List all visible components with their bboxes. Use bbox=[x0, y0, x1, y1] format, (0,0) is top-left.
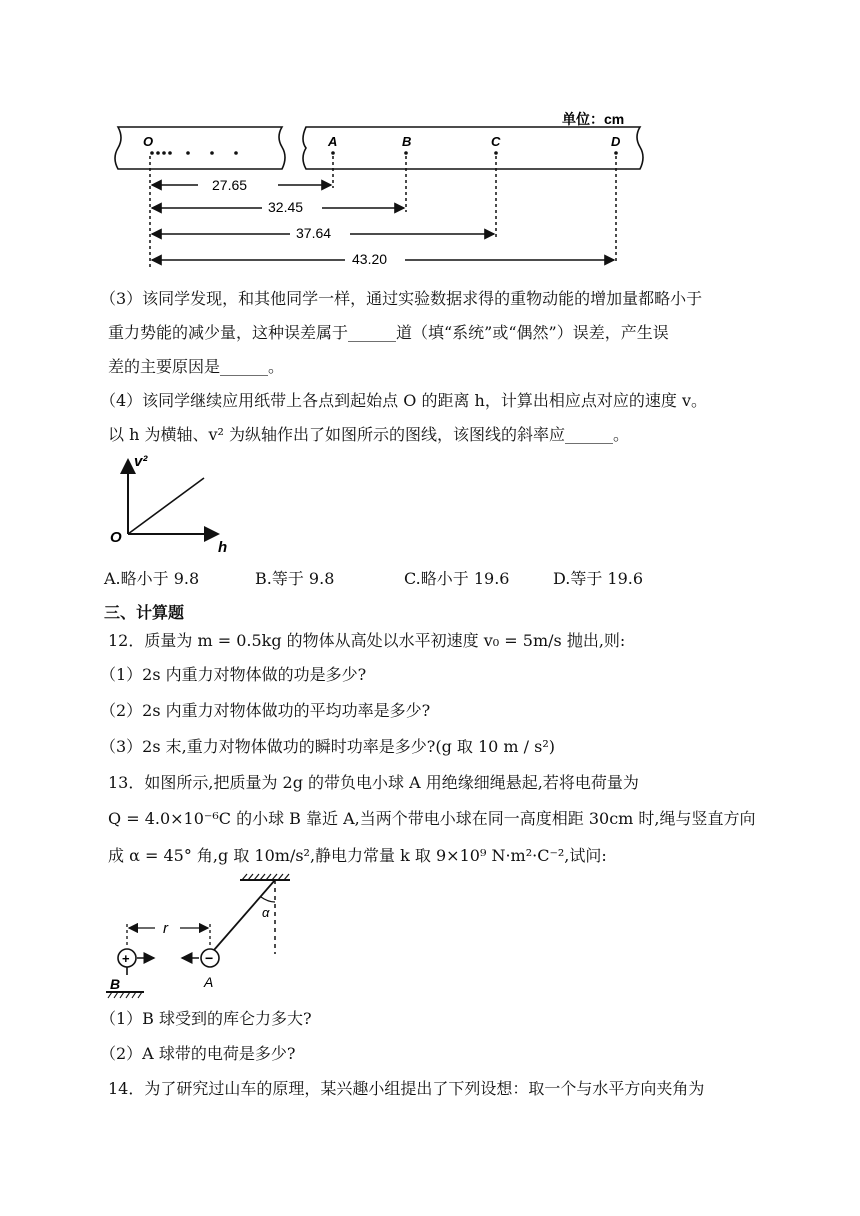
angle-label: α bbox=[262, 905, 270, 920]
tape-dots bbox=[150, 151, 618, 155]
q11-p4-line1: （4）该同学继续应用纸带上各点到起始点 O 的距离 h，计算出相应点对应的速度 v。 bbox=[100, 391, 707, 410]
q11-p4-line2: 以 h 为横轴、v² 为纵轴作出了如图所示的图线，该图线的斜率应______。 bbox=[108, 425, 630, 444]
graph-x-label: h bbox=[218, 539, 228, 556]
q12-stem: 12．质量为 m = 0.5kg 的物体从高处以水平初速度 v₀ = 5m/s 抛出,则: bbox=[108, 631, 626, 650]
option-a: A.略小于 9.8 bbox=[104, 569, 200, 588]
pendulum-figure bbox=[100, 872, 300, 1002]
distance-d: 43.20 bbox=[352, 251, 388, 267]
point-label-a: A bbox=[328, 134, 338, 149]
q13-sub2: （2）A 球带的电荷是多少? bbox=[100, 1044, 296, 1063]
q13-line2: Q = 4.0×10⁻⁶C 的小球 B 靠近 A,当两个带电小球在同一高度相距 30cm 时,绳与竖直方向 bbox=[108, 809, 756, 828]
point-label-b: B bbox=[402, 134, 412, 149]
q12-sub1: （1）2s 内重力对物体做的功是多少? bbox=[100, 665, 367, 684]
ball-b-sign: + bbox=[122, 951, 130, 966]
graph-y-label: v² bbox=[134, 453, 148, 470]
graph-origin: O bbox=[110, 529, 122, 546]
ball-a-label: A bbox=[204, 974, 214, 990]
unit-label: 单位：cm bbox=[562, 111, 625, 127]
q11-p3-line3: 差的主要原因是______。 bbox=[108, 357, 285, 376]
ball-a-sign: − bbox=[205, 950, 214, 966]
q14-line1: 14．为了研究过山车的原理，某兴趣小组提出了下列设想：取一个与水平方向夹角为 bbox=[108, 1079, 705, 1098]
point-label-o: O bbox=[143, 134, 154, 149]
distance-c: 37.64 bbox=[296, 225, 332, 241]
q12-sub3: （3）2s 末,重力对物体做功的瞬时功率是多少?(g 取 10 m / s²) bbox=[100, 737, 556, 756]
distance-r-label: r bbox=[163, 920, 168, 937]
q13-line3: 成 α = 45° 角,g 取 10m/s²,静电力常量 k 取 9×10⁹ N·m²·C⁻²,试问: bbox=[108, 846, 607, 865]
distance-b: 32.45 bbox=[268, 199, 304, 215]
v2-h-graph bbox=[100, 450, 250, 560]
option-d: D.等于 19.6 bbox=[553, 569, 644, 588]
distance-a: 27.65 bbox=[212, 177, 248, 193]
q13-sub1: （1）B 球受到的库仑力多大? bbox=[100, 1009, 312, 1028]
option-b: B.等于 9.8 bbox=[255, 569, 335, 588]
q12-sub2: （2）2s 内重力对物体做功的平均功率是多少? bbox=[100, 701, 431, 720]
q13-line1: 13．如图所示,把质量为 2g 的带负电小球 A 用绝缘细绳悬起,若将电荷量为 bbox=[108, 773, 639, 792]
section-title: 三、计算题 bbox=[104, 603, 185, 622]
option-c: C.略小于 19.6 bbox=[404, 569, 510, 588]
q11-p3-line1: （3）该同学发现，和其他同学一样，通过实验数据求得的重物动能的增加量都略小于 bbox=[100, 289, 703, 308]
point-label-c: C bbox=[491, 134, 501, 149]
ball-b-label: B bbox=[110, 976, 121, 992]
point-label-d: D bbox=[611, 134, 621, 149]
q11-p3-line2: 重力势能的减少量，这种误差属于______道（填“系统”或“偶然”）误差，产生误 bbox=[108, 323, 669, 342]
